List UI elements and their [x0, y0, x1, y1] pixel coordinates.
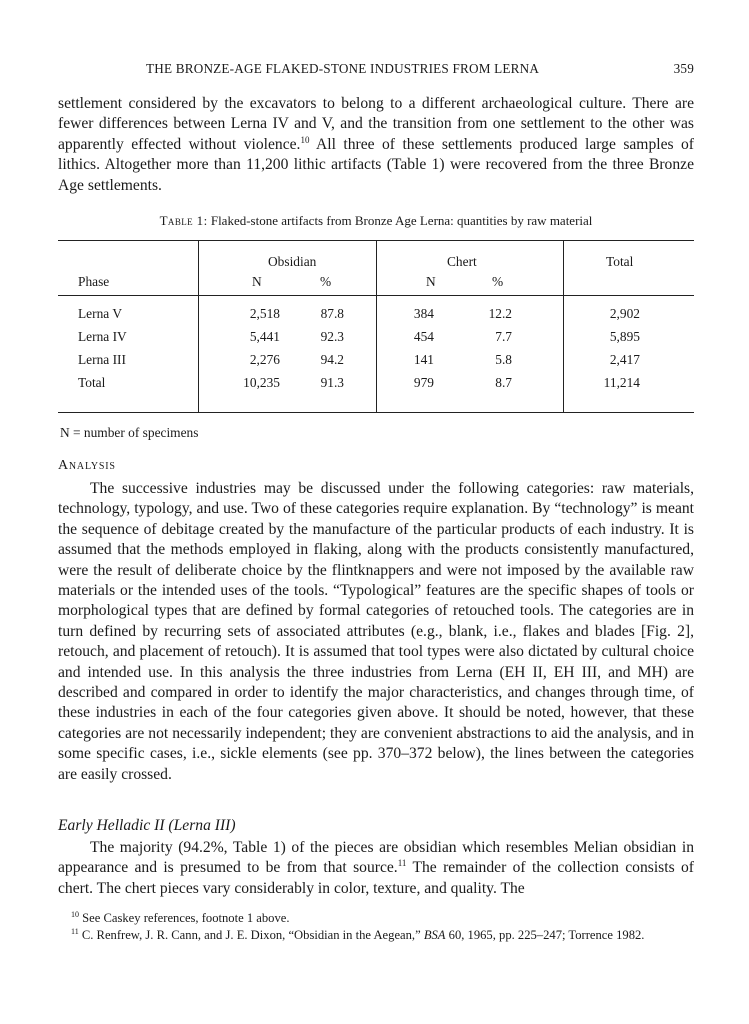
table-label: Table 1: [159, 213, 208, 228]
cell-obsidian-n: 10,235 [243, 375, 280, 390]
footnote-text: See Caskey references, footnote 1 above. [79, 911, 290, 925]
header-phase: Phase [78, 274, 110, 289]
footnote-ref-11[interactable]: 11 [397, 858, 407, 869]
footnote-11 [71, 927, 694, 943]
table-divider [376, 241, 377, 412]
cell-chert-n: 141 [413, 352, 434, 367]
cell-obsidian-pct: 87.8 [320, 306, 344, 321]
cell-obsidian-pct: 92.3 [320, 329, 344, 344]
eh2-paragraph [58, 838, 694, 899]
footnote-journal: BSA [423, 928, 446, 942]
footnote-number: 11 [71, 927, 79, 936]
intro-paragraph [58, 94, 694, 196]
header-chert-pct: % [492, 274, 504, 289]
section-heading-analysis: Analysis [58, 458, 116, 473]
raw-material-table [58, 240, 694, 413]
cell-phase: Lerna IV [78, 329, 127, 344]
footnote-text: C. Renfrew, J. R. Cann, and J. E. Dixon, “Obsidian in the Aegean,” [78, 928, 424, 942]
eh2-text-a: The majority (94.2%, Table 1) of the pieces are obsidian which resembles Melian obsidian in appearance and is presumed to be from that source. [58, 839, 694, 877]
analysis-paragraph: The successive industries may be discussed under the following categories: raw materials, technology, typology, and use. Two of these categories require explanation. By “technology” is meant the sequence of debitage created by the manufacture of the particular products of each industry. It is assumed that the methods employed in flaking, along with the products consistently manufactured, were the result of deliberate choice by the flintknappers and were not imposed by the available raw materials or the intended uses of the tools. “Typological” features are the specific shapes of tools or morphological types that are defined by formal categories of retouched tools. The categories are in turn defined by recurring sets of associated attributes (e.g., blank, i.e., flakes and blades [Fig. 2], retouch, and placement of retouch). It is assumed that tool types were also dictated by cultural choice and intended use. In this analysis the three industries from Lerna (EH II, EH III, and MH) are described and compared in order to identify the major characteristics, and changes through time, of these industries in each of the four categories given above. It should be noted, however, that these categories are not necessarily independent; they are convenient abstractions to aid the analysis, and in some specific cases, i.e., sickle elements (see pp. 370–372 below), the lines between the categories are easily crossed. [58, 480, 694, 783]
cell-total: 2,902 [609, 306, 640, 321]
cell-obsidian-n: 2,276 [249, 352, 280, 367]
cell-phase: Lerna V [78, 306, 122, 321]
header-obsidian: Obsidian [268, 254, 317, 269]
cell-total: 5,895 [609, 329, 640, 344]
cell-total: 2,417 [609, 352, 640, 367]
cell-chert-n: 979 [413, 375, 434, 390]
cell-obsidian-n: 5,441 [249, 329, 280, 344]
footnote-text-end: 60, 1965, pp. 225–247; Torrence 1982. [445, 928, 645, 942]
cell-chert-pct: 7.7 [495, 329, 512, 344]
cell-chert-pct: 5.8 [495, 352, 512, 367]
running-title: THE BRONZE-AGE FLAKED-STONE INDUSTRIES FROM LERNA [146, 61, 540, 76]
cell-chert-pct: 8.7 [495, 375, 512, 390]
table-divider [198, 241, 199, 412]
footnote-10 [71, 910, 694, 926]
header-total: Total [606, 254, 634, 269]
table-divider [563, 241, 564, 412]
header-obsidian-n: N [252, 274, 262, 289]
header-chert: Chert [447, 254, 477, 269]
table-caption [58, 213, 694, 229]
header-chert-n: N [426, 274, 436, 289]
cell-phase: Lerna III [78, 352, 126, 367]
header-obsidian-pct: % [320, 274, 332, 289]
subsection-heading-eh2: Early Helladic II (Lerna III) [58, 817, 236, 834]
footnote-number: 10 [71, 910, 79, 919]
footnote-ref-10[interactable]: 10 [300, 134, 310, 145]
cell-chert-pct: 12.2 [488, 306, 512, 321]
table-note: N = number of specimens [60, 425, 199, 440]
table-caption-text: Flaked-stone artifacts from Bronze Age Lerna: quantities by raw material [207, 213, 593, 228]
eh2-text-b: The remainder of the collection consists of chert. The chert pieces vary considerably in color, texture, and quality. The [58, 859, 694, 897]
cell-total: 11,214 [603, 375, 640, 390]
cell-chert-n: 384 [413, 306, 434, 321]
cell-obsidian-n: 2,518 [249, 306, 280, 321]
cell-obsidian-pct: 91.3 [320, 375, 344, 390]
intro-text-a: settlement considered by the excavators to belong to a different archaeological culture. There are fewer differences between Lerna IV and V, and the transition from one settlement to the other was apparently effected without violence. [58, 95, 694, 153]
cell-chert-n: 454 [413, 329, 434, 344]
page-number: 359 [673, 61, 694, 76]
cell-phase: Total [78, 375, 106, 390]
cell-obsidian-pct: 94.2 [320, 352, 344, 367]
intro-text-b: All three of these settlements produced large samples of lithics. Altogether more than 11,200 lithic artifacts (Table 1) were recovered from the three Bronze Age settlements. [58, 135, 694, 194]
